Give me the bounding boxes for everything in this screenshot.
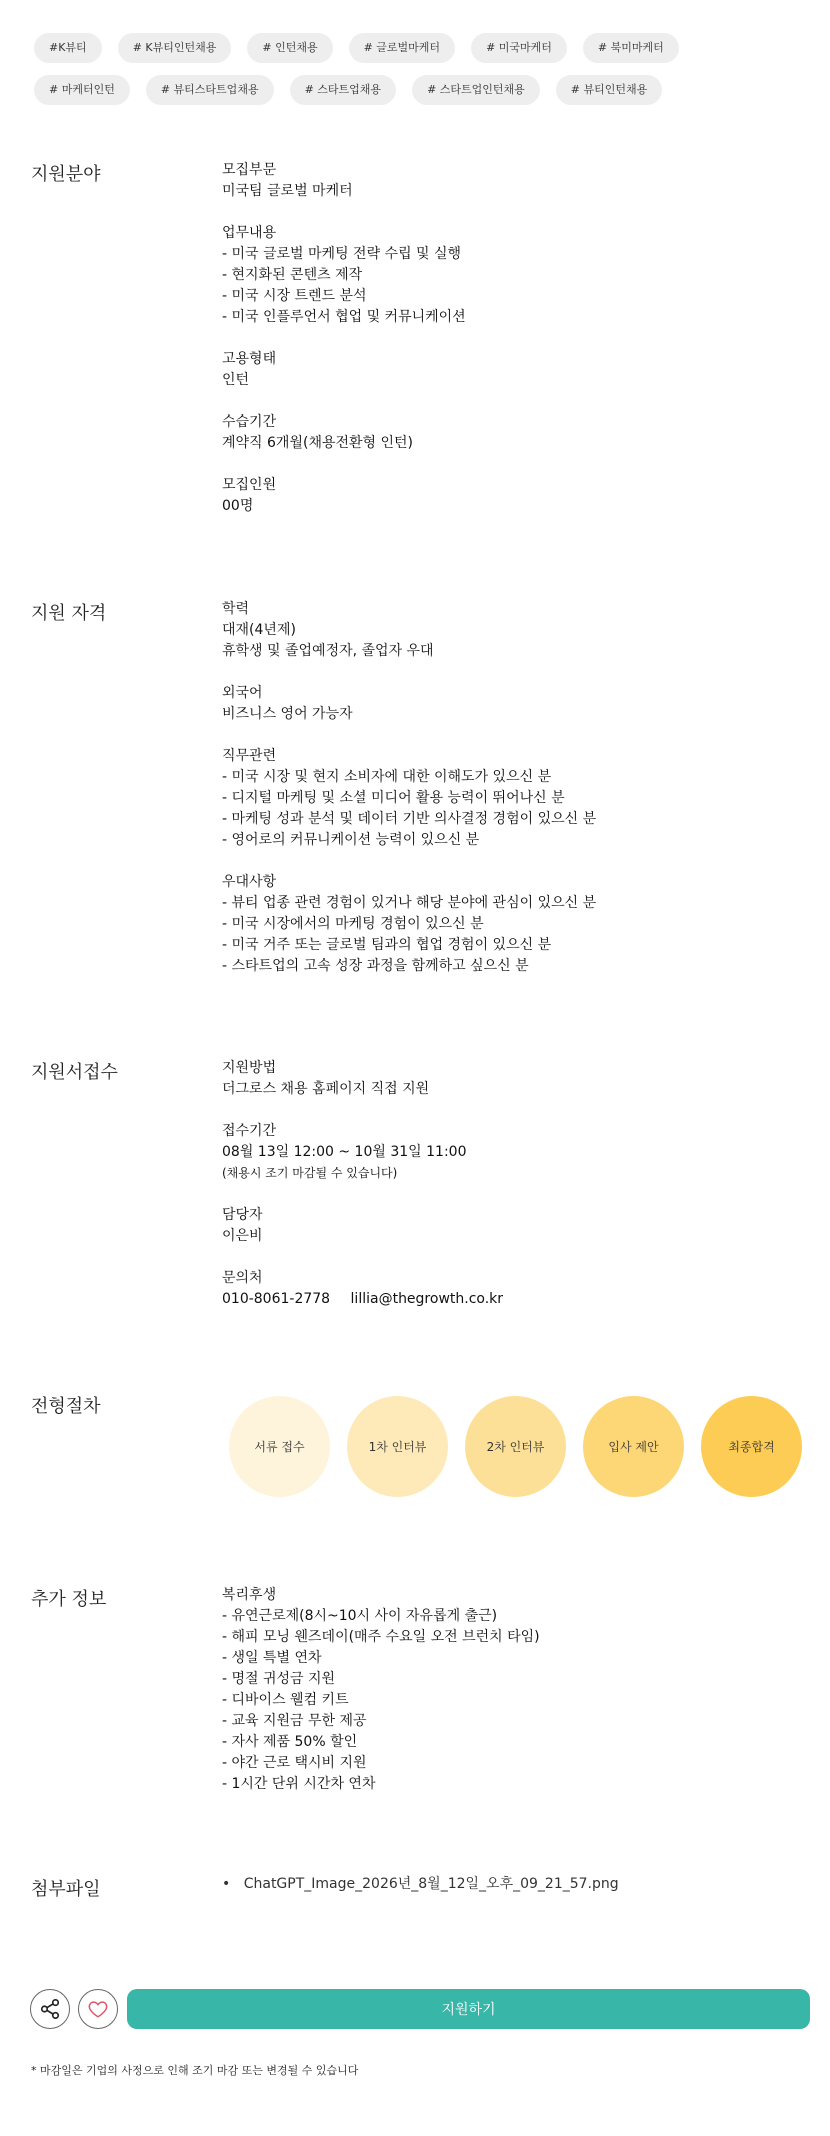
education-block [222,599,812,662]
section-title: 지원 자격 [31,603,107,624]
preference-item: - 미국 시장에서의 마케팅 경험이 있으신 분 [222,916,484,932]
language-label: 외국어 [222,685,263,701]
process-step: 입사 제안 [583,1396,684,1497]
section-body [222,599,812,998]
section-body [222,160,812,538]
contact-label: 문의처 [222,1270,263,1286]
method-label: 지원방법 [222,1060,277,1076]
tag-list [34,33,814,117]
tag-row-2 [34,75,814,105]
like-button[interactable] [78,1989,118,2029]
method-block [222,1058,812,1100]
tag[interactable]: # 스타트업채용 [290,75,396,105]
welfare-item: - 야간 근로 택시비 지원 [222,1755,367,1771]
process-steps [229,1396,802,1497]
welfare-item: - 디바이스 웰컴 키트 [222,1692,349,1708]
welfare-item: - 유연근로제(8시~10시 사이 자유롭게 출근) [222,1608,498,1624]
tag[interactable]: # 북미마케터 [583,33,679,63]
welfare-block [222,1585,812,1795]
welfare-item: - 해피 모닝 웬즈데이(매주 수요일 오전 브런치 타임) [222,1629,540,1645]
tag[interactable]: # K뷰티인턴채용 [118,33,232,63]
employment-block [222,349,812,391]
preference-block [222,872,812,977]
manager-value: 이은비 [222,1228,263,1244]
footnote: * 마감일은 기업의 사정으로 인해 조기 마감 또는 변경될 수 있습니다 [31,2064,359,2077]
section-body [222,1874,812,1895]
attachment-file-name[interactable]: ChatGPT_Image_2026년_8월_12일_오후_09_21_57.png [243,1876,619,1892]
action-bar [30,1989,810,2029]
job-item: - 마케팅 성과 분석 및 데이터 기반 의사결정 경험이 있으신 분 [222,811,597,827]
method-value: 더그로스 채용 홈페이지 직접 지원 [222,1081,430,1097]
section-body [222,1585,812,1816]
welfare-item: - 생일 특별 연차 [222,1650,322,1666]
section-body [222,1058,812,1331]
job-item: - 영어로의 커뮤니케이션 능력이 있으신 분 [222,832,480,848]
application-period-value: 08월 13일 12:00 ~ 10월 31일 11:00 [222,1144,467,1160]
tag[interactable]: # 뷰티스타트업채용 [146,75,274,105]
headcount-value: 00명 [222,498,254,514]
contact-email[interactable]: lillia@thegrowth.co.kr [350,1291,504,1307]
duty-item: - 미국 시장 트렌드 분석 [222,288,367,304]
duty-item: - 미국 인플루언서 협업 및 커뮤니케이션 [222,309,466,325]
tag[interactable]: #K뷰티 [34,33,102,63]
welfare-label: 복리후생 [222,1587,277,1603]
period-block [222,412,812,454]
welfare-item: - 자사 제품 50% 할인 [222,1734,358,1750]
preference-label: 우대사항 [222,874,277,890]
contact-phone[interactable]: 010-8061-2778 [222,1291,331,1307]
heart-icon [87,1998,109,2020]
period-value: 계약직 6개월(채용전환형 인턴) [222,435,414,451]
employment-label: 고용형태 [222,351,277,367]
job-label: 직무관련 [222,748,277,764]
education-label: 학력 [222,601,250,617]
apply-button[interactable]: 지원하기 [127,1989,810,2029]
application-period-note: (채용시 조기 마감될 수 있습니다) [222,1166,398,1180]
headcount-block [222,475,812,517]
duty-item: - 미국 글로벌 마케팅 전략 수립 및 실행 [222,246,462,262]
welfare-item: - 1시간 단위 시간차 연차 [222,1776,376,1792]
employment-value: 인턴 [222,372,250,388]
period-label: 수습기간 [222,414,277,430]
tag[interactable]: # 뷰티인턴채용 [556,75,662,105]
duties-block [222,223,812,328]
process-step: 1차 인터뷰 [347,1396,448,1497]
section-title: 첨부파일 [31,1879,101,1900]
recruit-value: 미국팀 글로벌 마케터 [222,183,353,199]
tag[interactable]: # 스타트업인턴채용 [412,75,540,105]
tag-row-1 [34,33,814,63]
tag[interactable]: # 마케터인턴 [34,75,130,105]
job-block [222,746,812,851]
job-item: - 디지털 마케팅 및 소셜 미디어 활용 능력이 뛰어나신 분 [222,790,565,806]
recruit-label: 모집부문 [222,162,277,178]
contact-block [222,1268,812,1310]
share-icon [39,1998,61,2020]
welfare-item: - 명절 귀성금 지원 [222,1671,336,1687]
preference-item: - 뷰티 업종 관련 경험이 있거나 해당 분야에 관심이 있으신 분 [222,895,597,911]
education-value: 대재(4년제) [222,622,296,638]
manager-block [222,1205,812,1247]
attachment-item[interactable] [222,1874,812,1895]
contact-line [222,1289,812,1310]
welfare-item: - 교육 지원금 무한 제공 [222,1713,367,1729]
application-period-label: 접수기간 [222,1123,277,1139]
language-block [222,683,812,725]
headcount-label: 모집인원 [222,477,277,493]
education-value: 휴학생 및 졸업예정자, 졸업자 우대 [222,643,434,659]
preference-item: - 미국 거주 또는 글로벌 팀과의 협업 경험이 있으신 분 [222,937,552,953]
section-title: 지원분야 [31,164,101,185]
process-step: 최종합격 [701,1396,802,1497]
language-value: 비즈니스 영어 가능자 [222,706,353,722]
process-step: 서류 접수 [229,1396,330,1497]
duty-item: - 현지화된 콘텐츠 제작 [222,267,363,283]
section-title: 추가 정보 [31,1589,107,1610]
preference-item: - 스타트업의 고속 성장 과정을 함께하고 싶으신 분 [222,958,529,974]
job-item: - 미국 시장 및 현지 소비자에 대한 이해도가 있으신 분 [222,769,552,785]
tag[interactable]: # 미국마케터 [471,33,567,63]
application-period-block [222,1121,812,1184]
section-title: 전형절차 [31,1396,101,1417]
section-title: 지원서접수 [31,1062,118,1083]
duties-label: 업무내용 [222,225,277,241]
process-step: 2차 인터뷰 [465,1396,566,1497]
tag[interactable]: # 인턴채용 [247,33,332,63]
bullet: • [222,1876,231,1892]
share-button[interactable] [30,1989,70,2029]
recruit-block [222,160,812,202]
tag[interactable]: # 글로벌마케터 [349,33,455,63]
manager-label: 담당자 [222,1207,263,1223]
